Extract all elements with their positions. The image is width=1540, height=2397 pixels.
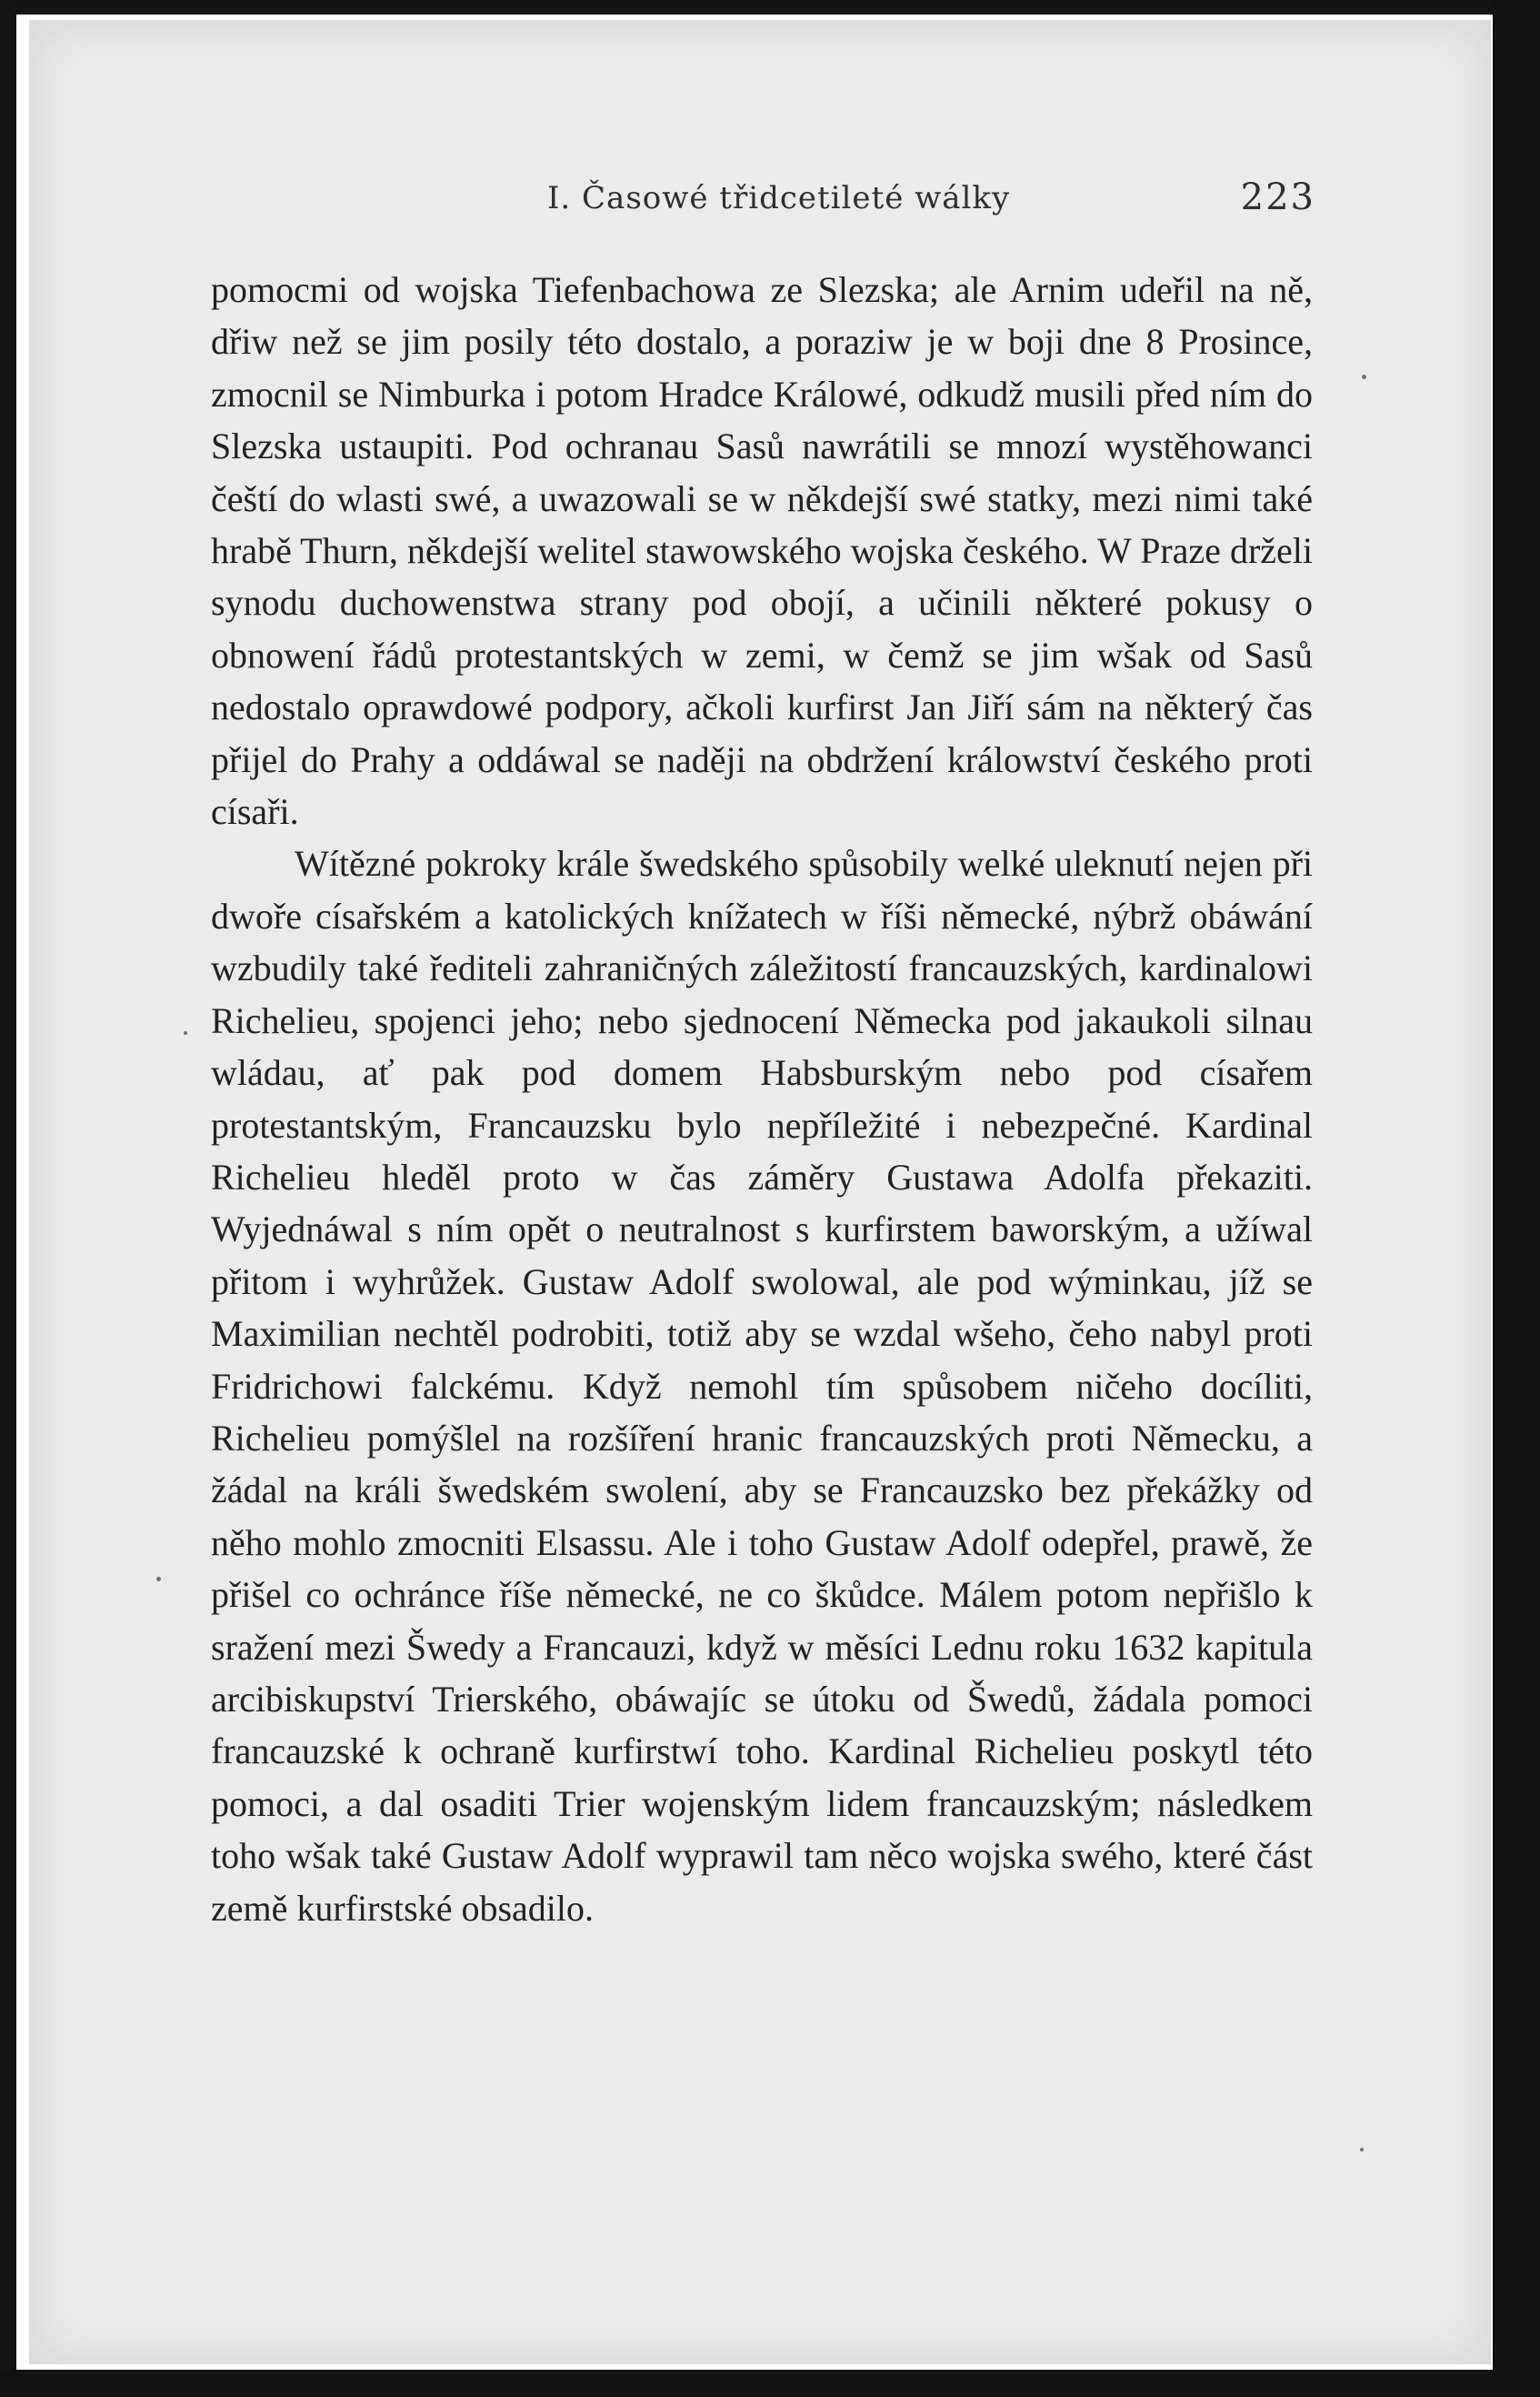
paragraph-1: pomocmi od wojska Tiefenbachowa ze Slezska; ale Arnim udeřil na ně, dřiw než se jim posily této dostalo, a poraziw je w boji dne 8 Prosince, zmocnil se Nimburka i potom Hradce Králowé, odkudž musili před ním do Slezska ustaupiti. Pod ochranau Sasů nawrátili se mnozí wystěhowanci čeští do wlasti swé, a uwazowali se w někdejší swé statky, mezi nimi také hrabě Thurn, někdejší welitel stawowského wojska českého. W Praze drželi synodu duchowenstwa strany pod obojí, a učinili některé pokusy o obnowení řádů protestantských w zemi, w čemž se jim wšak od Sasů nedostalo oprawdowé podpory, ačkoli kurfirst Jan Jiří sám na některý čas přijel do Prahy a oddáwal se naději na obdržení králowství českého proti císaři. — [211, 269, 1313, 833]
running-title: I. Časowé třidcetileté wálky — [547, 180, 1011, 216]
scan-speck — [184, 1031, 187, 1035]
scan-border-top — [0, 0, 1540, 15]
paragraph-2: Wítězné pokroky krále šwedského spůsobily welké uleknutí nejen při dwoře císařském a katolických knížatech w říši německé, nýbrž obáwání wzbudily také řediteli zahraničných záležitostí francauzských, kardinalowi Richelieu, spojenci jeho; nebo sjednocení Německa pod jakaukoli silnau wládau, ať pak pod domem Habsburským nebo pod císařem protestantským, Francauzsku bylo nepříležité i nebezpečné. Kardinal Richelieu hleděl proto w čas záměry Gustawa Adolfa překaziti. Wyjednáwal s ním opět o neutralnost s kurfirstem baworským, a užíwal přitom i wyhrůžek. Gustaw Adolf swolowal, ale pod wýminkau, jíž se Maximilian nechtěl podrobiti, totiž aby se wzdal wšeho, čeho nabyl proti Fridrichowi falckému. Když nemohl tím spůsobem ničeho docíliti, Richelieu pomýšlel na rozšíření hranic francauzských proti Německu, a žádal na králi šwedském swolení, aby se Francauzsko bez překážky od něho mohlo zmocniti Elsassu. Ale i toho Gustaw Adolf odepřel, prawě, že přišel co ochránce říše německé, ne co škůdce. Málem potom nepřišlo k sražení mezi Šwedy a Francauzi, když w měsíci Lednu roku 1632 kapitula arcibiskupství Trierského, obáwajíc se útoku od Šwedů, žádala pomoci francauzské k ochraně kurfirstwí toho. Kardinal Richelieu poskytl této pomoci, a dal osaditi Trier wojenským lidem francauzským; následkem toho wšak také Gustaw Adolf wyprawil tam něco wojska swého, které část země kurfirstské obsadilo. — [211, 843, 1313, 1929]
scan-speck — [156, 1577, 161, 1581]
scan-border-right — [1493, 0, 1540, 2397]
scan-border-bottom — [0, 2370, 1540, 2397]
scan-speck — [1360, 2148, 1364, 2151]
page-number: 223 — [1240, 176, 1315, 218]
scan-speck — [1362, 375, 1366, 379]
page-body — [211, 264, 1313, 1934]
page-header — [188, 158, 1315, 218]
book-page — [29, 20, 1491, 2364]
scan-border-left — [0, 0, 16, 2397]
